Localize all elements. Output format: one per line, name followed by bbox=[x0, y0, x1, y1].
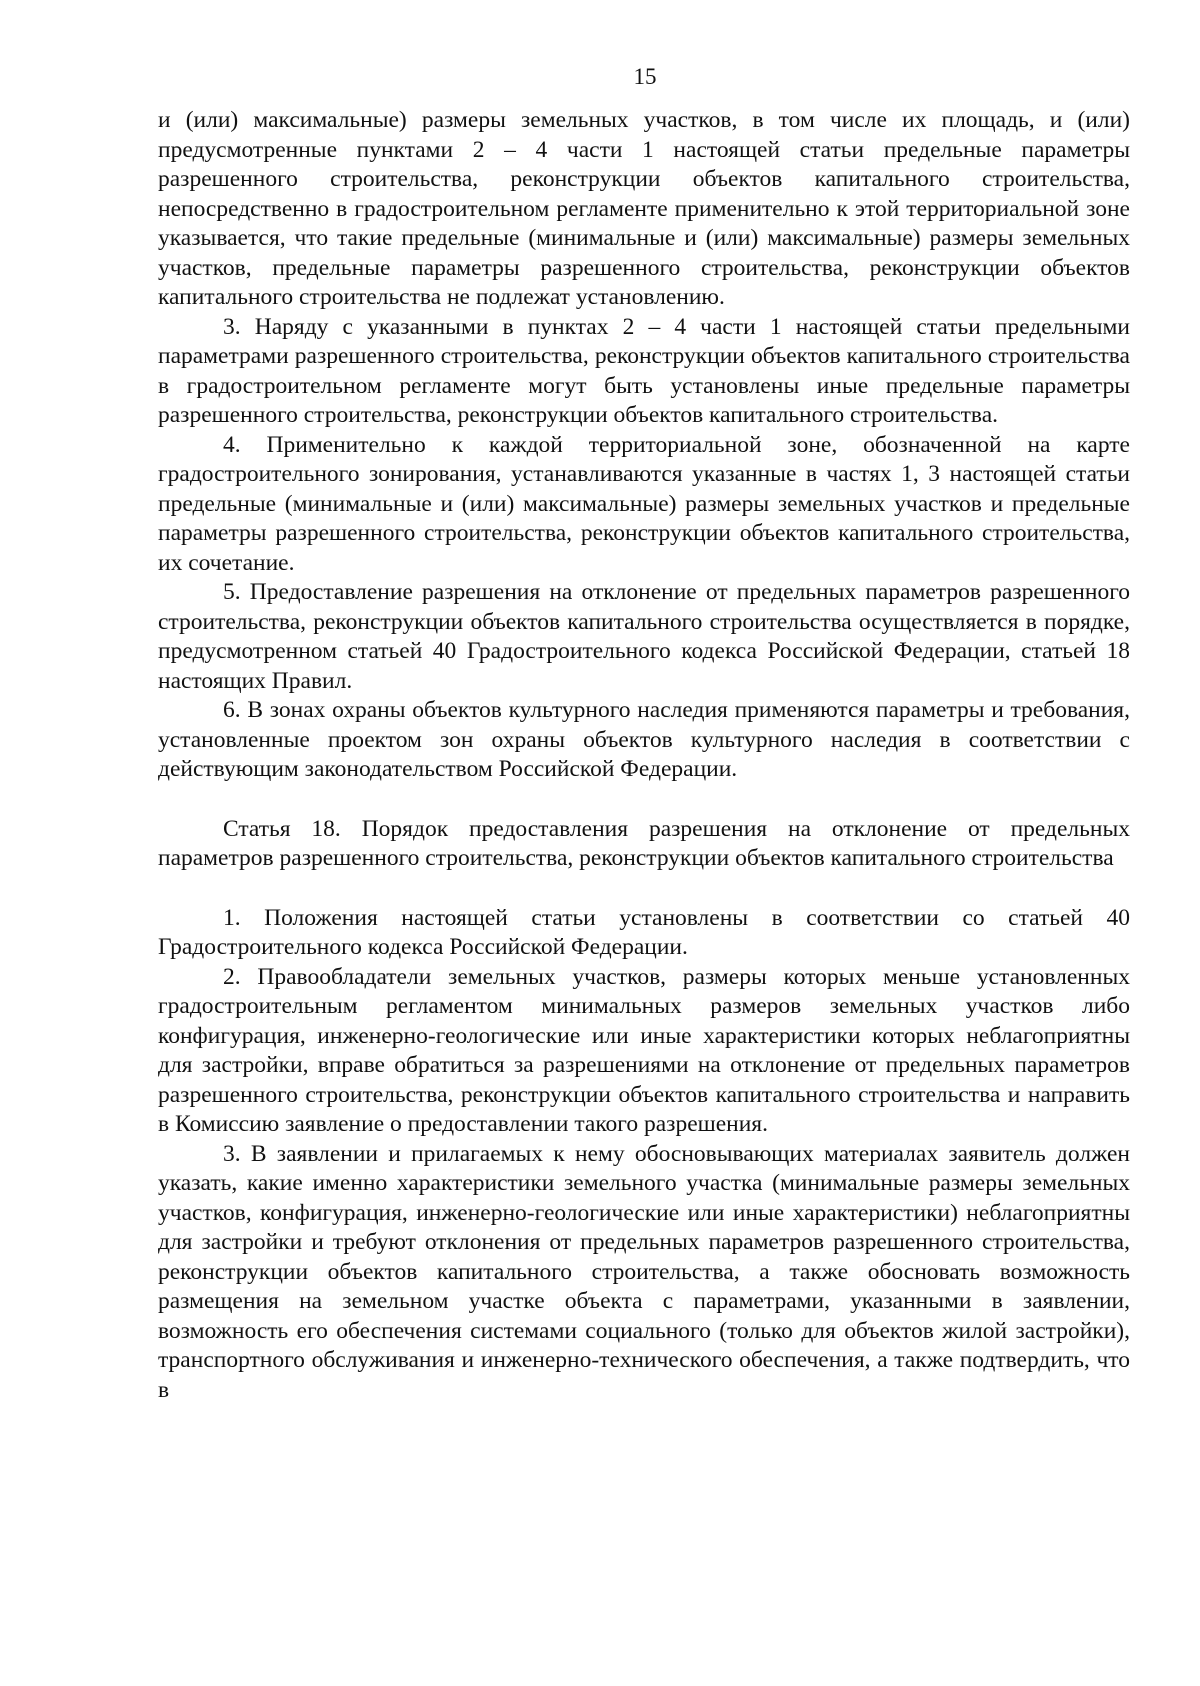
article-18-point-3: 3. В заявлении и прилагаемых к нему обосновывающих материалах заявитель должен указать, какие именно характеристики земельного участка (минимальные размеры земельных участков, конфигурация, инженерно-геологические или иные характеристики) неблагоприятны для застройки и требуют отклонения от предельных параметров разрешенного строительства, реконструкции объектов капитального строительства, а также обосновать возможность размещения на земельном участке объекта с параметрами, указанными в заявлении, возможность его обеспечения системами социального (только для объектов жилой застройки), транспортного обслуживания и инженерно-технического обеспечения, а также подтвердить, что в bbox=[158, 1140, 1130, 1403]
paragraph-continuation: и (или) максимальные) размеры земельных участков, в том числе их площадь, и (или) предусмотренные пунктами 2 – 4 части 1 настоящей статьи предельные параметры разрешенного строительства, реконструкции объектов капитального строительства, непосредственно в градостроительном регламенте применительно к этой территориальной зоне указывается, что такие предельные (минимальные и (или) максимальные) размеры земельных участков, предельные параметры разрешенного строительства, реконструкции объектов капитального строительства не подлежат установлению. bbox=[158, 107, 1130, 310]
article-18-heading: Статья 18. Порядок предоставления разрешения на отклонение от предельных параметров разрешенного строительства, реконструкции объектов капитального строительства bbox=[158, 815, 1130, 871]
document-body bbox=[158, 106, 1130, 1405]
article-18-point-2: 2. Правообладатели земельных участков, размеры которых меньше установленных градостроительным регламентом минимальных размеров земельных участков либо конфигурация, инженерно-геологические или иные характеристики которых неблагоприятны для застройки, вправе обратиться за разрешениями на отклонение от предельных параметров разрешенного строительства, реконструкции объектов капитального строительства и направить в Комиссию заявление о предоставлении такого разрешения. bbox=[158, 963, 1130, 1137]
paragraph-point-4: 4. Применительно к каждой территориальной зоне, обозначенной на карте градостроительного зонирования, устанавливаются указанные в частях 1, 3 настоящей статьи предельные (минимальные и (или) максимальные) размеры земельных участков и предельные параметры разрешенного строительства, реконструкции объектов капитального строительства, их сочетание. bbox=[158, 431, 1130, 576]
paragraph-point-5: 5. Предоставление разрешения на отклонение от предельных параметров разрешенного строительства, реконструкции объектов капитального строительства осуществляется в порядке, предусмотренном статьей 40 Градостроительного кодекса Российской Федерации, статьей 18 настоящих Правил. bbox=[158, 579, 1130, 694]
paragraph-point-6: 6. В зонах охраны объектов культурного наследия применяются параметры и требования, установленные проектом зон охраны объектов культурного наследия в соответствии с действующим законодательством Российской Федерации. bbox=[158, 697, 1130, 782]
paragraph-point-3: 3. Наряду с указанными в пунктах 2 – 4 части 1 настоящей статьи предельными параметрами разрешенного строительства, реконструкции объектов капитального строительства в градостроительном регламенте могут быть установлены иные предельные параметры разрешенного строительства, реконструкции объектов капитального строительства. bbox=[158, 313, 1130, 428]
page-number: 15 bbox=[633, 64, 657, 89]
article-18-point-1: 1. Положения настоящей статьи установлены в соответствии со статьей 40 Градостроительного кодекса Российской Федерации. bbox=[158, 904, 1130, 960]
